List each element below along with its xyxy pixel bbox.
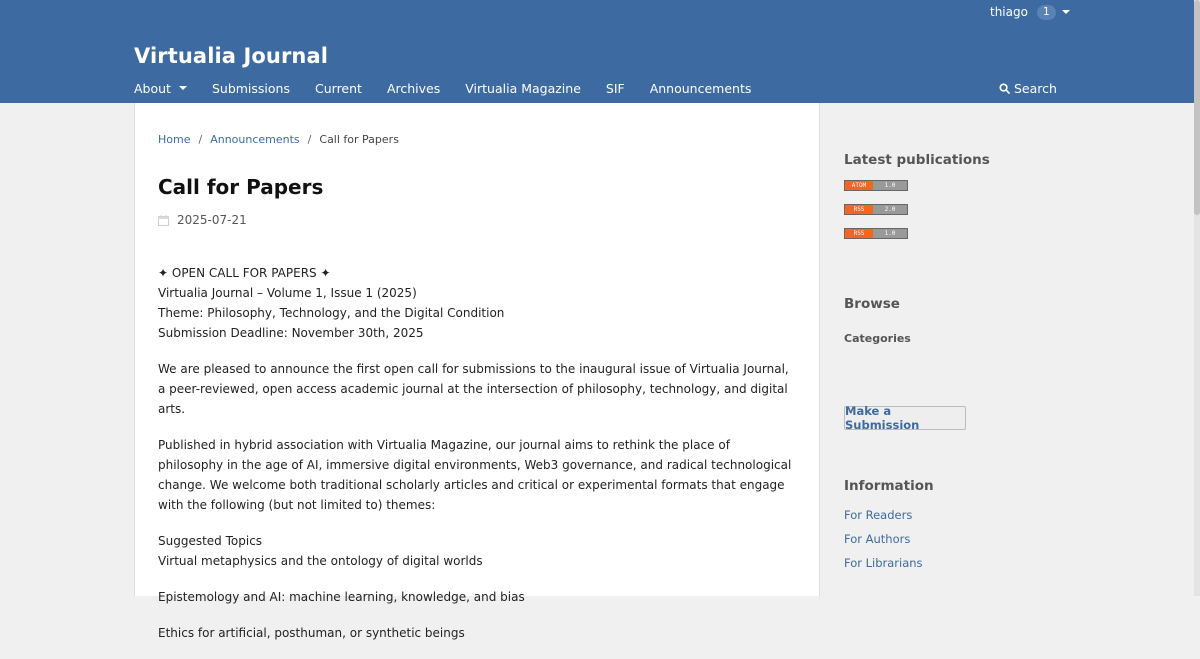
feed-badge-version: 2.0 <box>873 205 907 214</box>
for-librarians-link[interactable]: For Librarians <box>844 556 923 570</box>
categories-link[interactable]: Categories <box>844 332 911 345</box>
publish-date <box>158 213 247 227</box>
nav-archives[interactable]: Archives <box>386 80 441 96</box>
nav-sif[interactable]: SIF <box>605 80 625 96</box>
scrollbar-thumb[interactable] <box>1194 0 1200 215</box>
breadcrumb-separator: / <box>307 133 312 146</box>
main-content <box>134 103 820 640</box>
breadcrumb-current: Call for Papers <box>319 133 399 146</box>
breadcrumb <box>158 133 399 146</box>
search-label: Search <box>1014 80 1057 96</box>
for-authors-link[interactable]: For Authors <box>844 532 911 546</box>
topics-block <box>158 531 798 571</box>
intro-line: Theme: Philosophy, Technology, and the Digital Condition <box>158 306 505 320</box>
search-button[interactable] <box>999 79 1057 97</box>
for-readers-link[interactable]: For Readers <box>844 508 913 522</box>
feed-badge-type: ATOM <box>845 181 873 190</box>
breadcrumb-separator: / <box>198 133 203 146</box>
feed-badge-version: 1.0 <box>873 181 907 190</box>
nav-about-label: About <box>134 80 171 96</box>
notification-badge[interactable]: 1 <box>1037 5 1056 20</box>
site-header <box>0 0 1194 103</box>
make-submission-button[interactable]: Make a Submission <box>844 406 966 430</box>
user-menu[interactable] <box>990 4 1070 20</box>
nav-about[interactable] <box>134 81 187 96</box>
intro-line: ✦ OPEN CALL FOR PAPERS ✦ <box>158 266 331 280</box>
article-paragraph: We are pleased to announce the first open call for submissions to the inaugural issue of Virtualia Journal, a peer-reviewed, open access academic journal at the intersection of philosophy, technology, and digital arts. <box>158 362 789 416</box>
rss1-feed-link[interactable] <box>844 228 908 239</box>
browse-heading: Browse <box>844 296 900 312</box>
chevron-down-icon <box>179 86 187 90</box>
scrollbar[interactable] <box>1194 0 1200 596</box>
search-icon <box>999 83 1010 94</box>
nav-current[interactable]: Current <box>315 80 362 96</box>
intro-line: Virtualia Journal – Volume 1, Issue 1 (2025) <box>158 286 417 300</box>
information-heading: Information <box>844 478 934 494</box>
latest-publications-heading: Latest publications <box>844 152 990 168</box>
nav-virtualia-magazine[interactable]: Virtualia Magazine <box>465 80 581 96</box>
calendar-icon <box>158 215 169 226</box>
site-title[interactable]: Virtualia Journal <box>134 44 329 68</box>
date-value: 2025-07-21 <box>177 213 247 227</box>
rss2-feed-link[interactable] <box>844 204 908 215</box>
topic-item: Epistemology and AI: machine learning, knowledge, and bias <box>158 590 525 604</box>
article-paragraph: Published in hybrid association with Virtualia Magazine, our journal aims to rethink the place of philosophy in the age of AI, immersive digital environments, Web3 governance, and radical technological change. We welcome both traditional scholarly articles and critical or experimental formats that engage with the following (but not limited to) themes: <box>158 438 792 512</box>
intro-line: Submission Deadline: November 30th, 2025 <box>158 326 424 340</box>
username[interactable]: thiago <box>990 5 1028 19</box>
topic-item: Virtual metaphysics and the ontology of digital worlds <box>158 554 483 568</box>
feed-badge-version: 1.0 <box>873 229 907 238</box>
article-intro <box>158 263 798 343</box>
nav-announcements[interactable]: Announcements <box>649 80 752 96</box>
article-body <box>158 263 798 659</box>
breadcrumb-home[interactable]: Home <box>158 133 191 146</box>
nav-submissions[interactable]: Submissions <box>211 80 290 96</box>
topic-item: Ethics for artificial, posthuman, or synthetic beings <box>158 626 465 640</box>
main-nav <box>134 79 776 97</box>
feed-badge-type: RSS <box>845 205 873 214</box>
breadcrumb-announcements[interactable]: Announcements <box>210 133 300 146</box>
chevron-down-icon[interactable] <box>1062 10 1070 14</box>
feed-badge-type: RSS <box>845 229 873 238</box>
topics-heading: Suggested Topics <box>158 534 263 548</box>
page-title: Call for Papers <box>158 175 324 199</box>
atom-feed-link[interactable] <box>844 180 908 191</box>
